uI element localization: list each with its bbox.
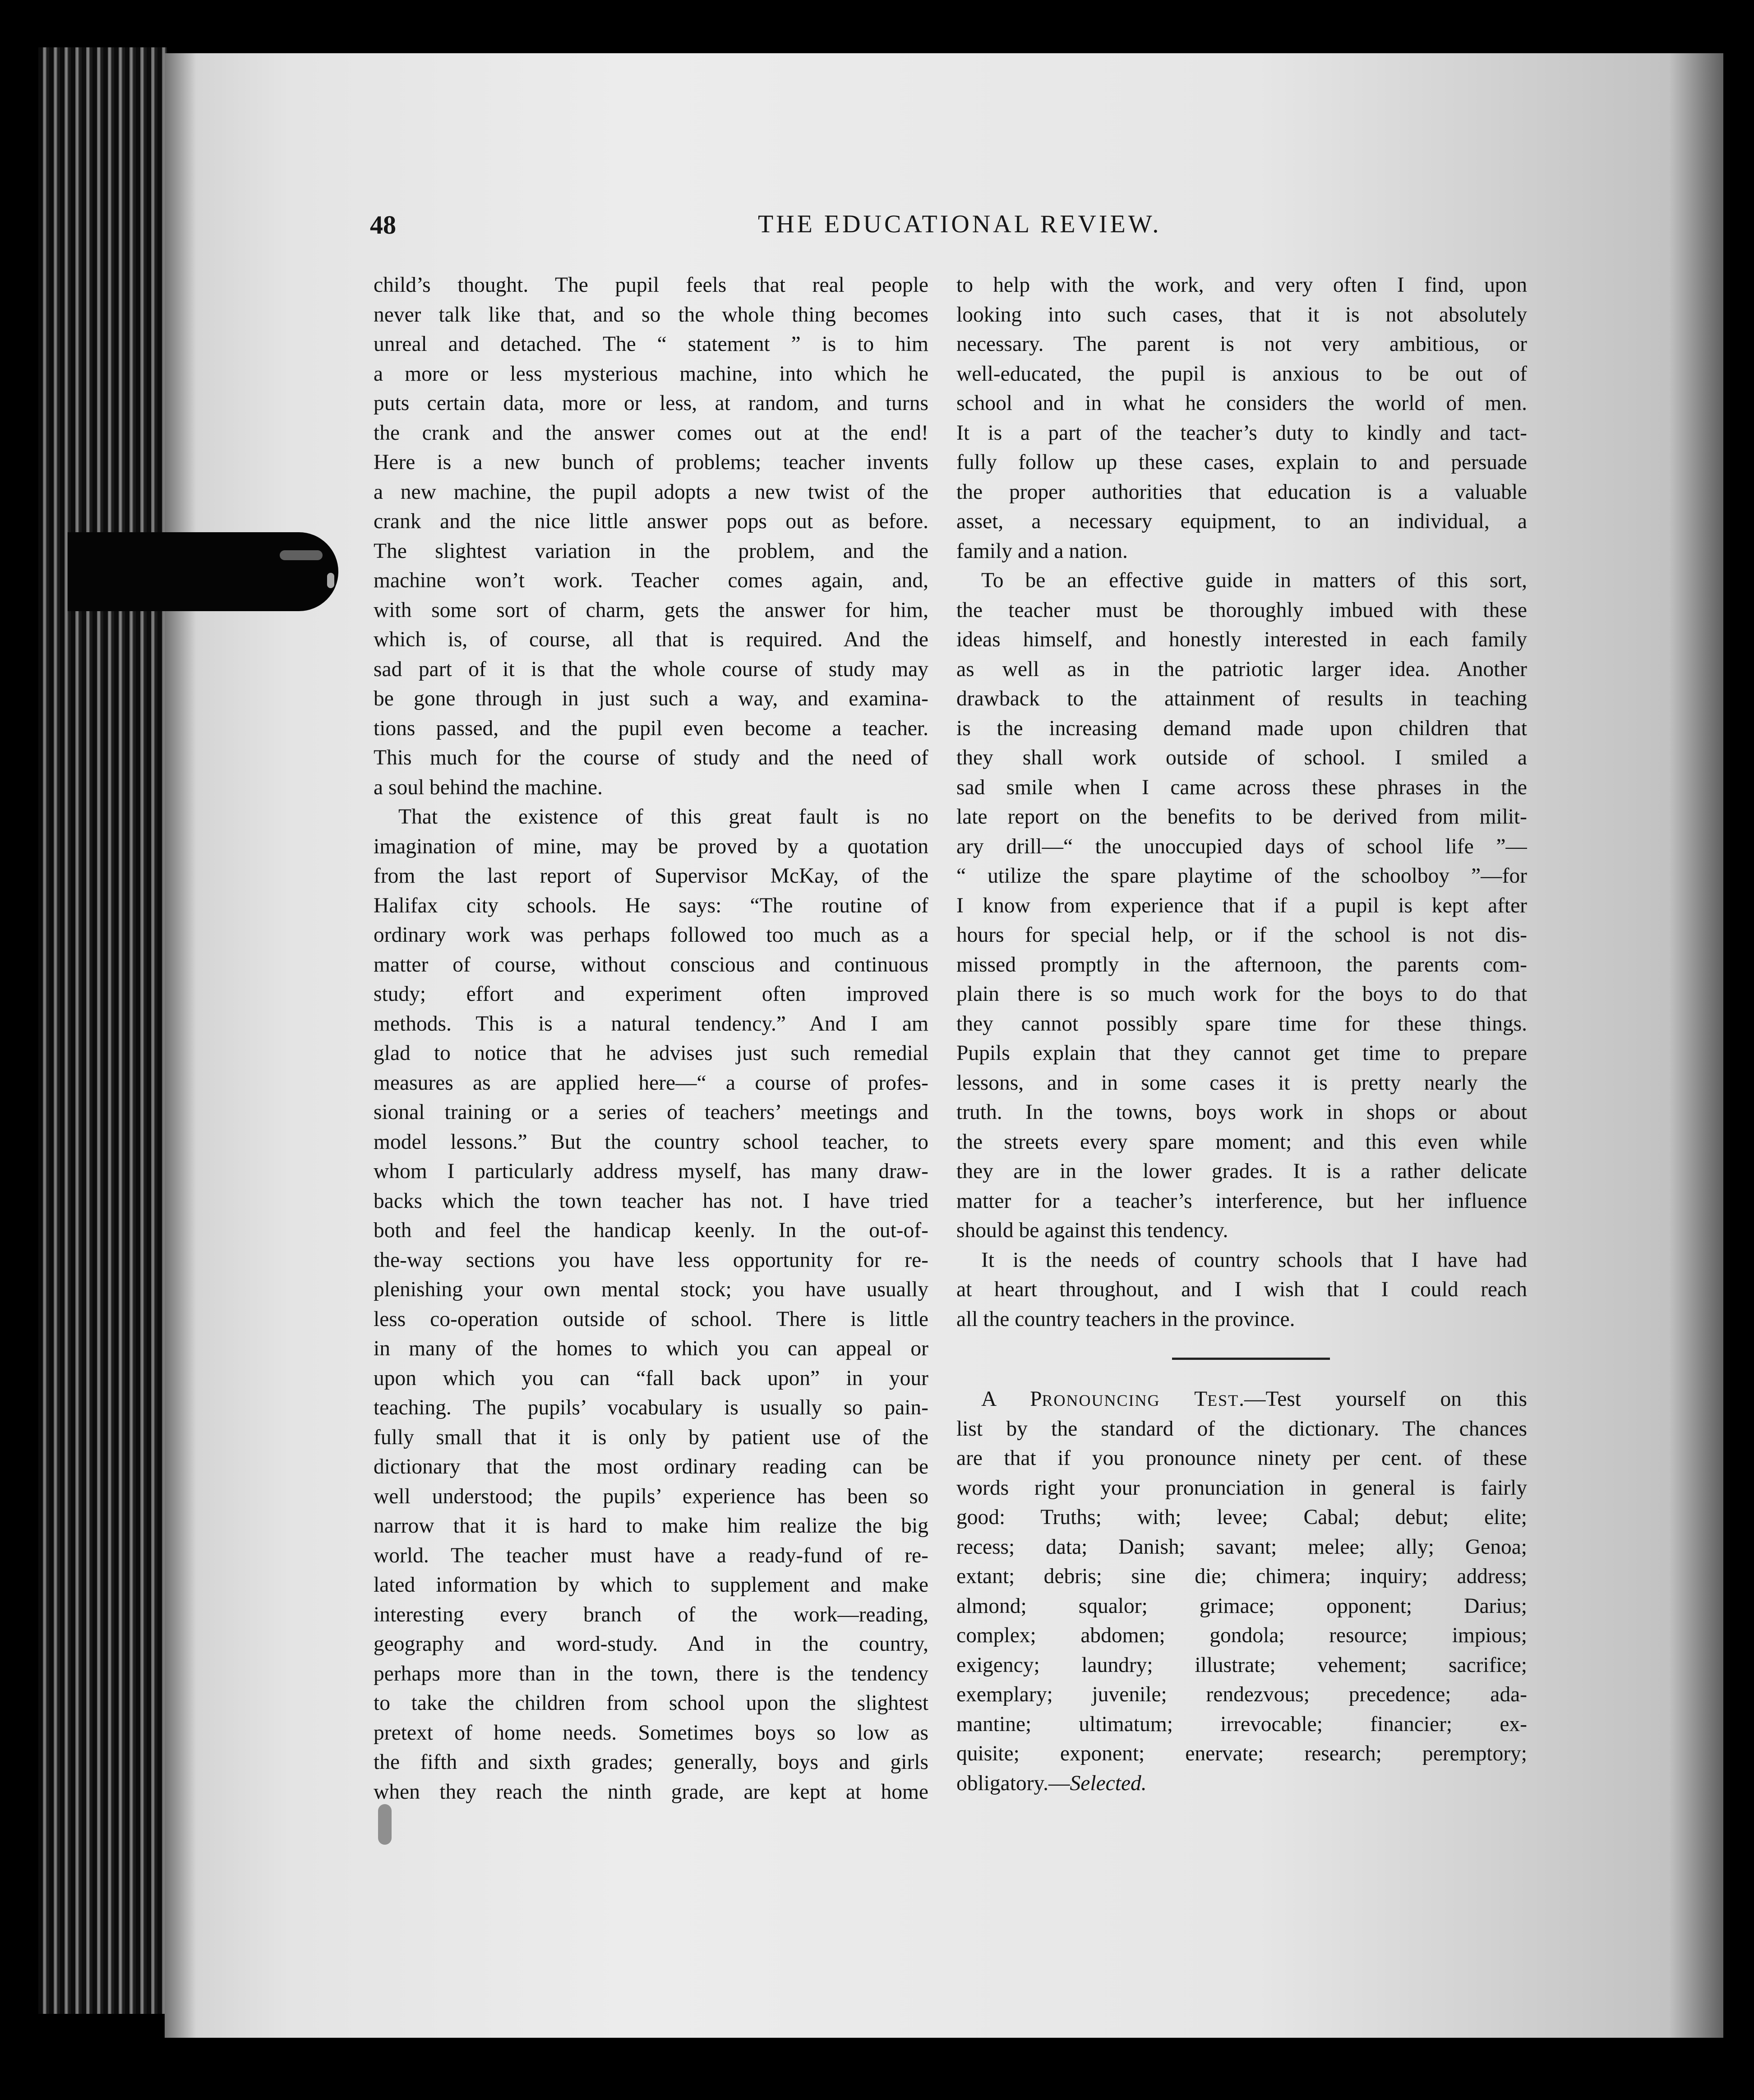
text-line: the-way sections you have less opportunity for re- [374,1248,928,1272]
pronouncing-test-last-line [956,1769,1527,1799]
clip-glint [327,573,334,588]
text-line: ary drill—“ the unoccupied days of school life ”— [956,834,1527,858]
text-line: be gone through in just such a way, and examina- [374,687,928,710]
text-line: fully follow up these cases, explain to and persuade [956,451,1527,474]
text-line: they are in the lower grades. It is a rather delicate [956,1160,1527,1183]
text-line: truth. In the towns, boys work in shops or about [956,1101,1527,1124]
text-line: measures as are applied here—“ a course of profes- [374,1071,928,1095]
text-line: recess; data; Danish; savant; melee; ally; Genoa; [956,1535,1527,1559]
text-line: hours for special help, or if the school is not dis- [956,923,1527,947]
heading-tail: .—Test yourself on this [1239,1387,1527,1411]
text-line: lessons, and in some cases it is pretty nearly the [956,1071,1527,1095]
text-line: drawback to the attainment of results in teaching [956,687,1527,710]
text-line: the crank and the answer comes out at the end! [374,421,928,445]
text-line: late report on the benefits to be derived from milit- [956,805,1527,829]
text-line: a soul behind the machine. [374,775,603,799]
text-line: good: Truths; with; levee; Cabal; debut; elite; [956,1506,1527,1529]
section-divider-rule [1172,1358,1330,1360]
text-line: school and in what he considers the world of men. [956,391,1527,415]
text-line: sad part of it is that the whole course of study may [374,657,928,681]
text-line: upon which you can “fall back upon” in your [374,1366,928,1390]
text-line: is the increasing demand made upon children that [956,716,1527,740]
text-line: imagination of mine, may be proved by a quotation [374,834,928,858]
text-line: I know from experience that if a pupil is kept after [956,893,1527,917]
text-line: the proper authorities that education is a valuable [956,480,1527,504]
text-line: both and feel the handicap keenly. In the out-of- [374,1219,928,1242]
text-line: ideas himself, and honestly interested in each family [956,628,1527,651]
text-line: interesting every branch of the work—reading, [374,1603,928,1626]
text-line: lated information by which to supplement and make [374,1573,928,1597]
text-line: exemplary; juvenile; rendezvous; precedence; ada- [956,1683,1527,1706]
heading-cap-t: T [1194,1387,1208,1411]
text-line: fully small that it is only by patient use of the [374,1425,928,1449]
text-line: dictionary that the most ordinary reading can be [374,1455,928,1478]
text-line: sad smile when I came across these phrases in the [956,775,1527,799]
running-head [370,210,1728,250]
book-page-edges [38,47,167,2014]
text-line: almond; squalor; grimace; opponent; Darius; [956,1594,1527,1618]
heading-cap-p: P [1030,1387,1042,1411]
text-line: family and a nation. [956,539,1128,563]
text-line: puts certain data, more or less, at random, and turns [374,391,928,415]
text-line: It is a part of the teacher’s duty to kindly and tact- [956,421,1527,445]
text-line: the fifth and sixth grades; generally, boys and girls [374,1750,928,1774]
heading-article: A [981,1387,996,1411]
text-line: exigency; laundry; illustrate; vehement; sacrifice; [956,1653,1527,1677]
text-line: machine won’t work. Teacher comes again, and, [374,569,928,592]
text-line: unreal and detached. The “ statement ” is to him [374,332,928,356]
text-line: when they reach the ninth grade, are kept at home [374,1780,928,1804]
text-line: matter of course, without conscious and continuous [374,953,928,976]
text-line: ordinary work was perhaps followed too much as a [374,923,928,947]
last-line-prefix: obligatory.— [956,1771,1070,1795]
text-line: This much for the course of study and the need of [374,746,928,769]
text-line: whom I particularly address myself, has many draw- [374,1160,928,1183]
pronouncing-test-section [956,1385,1527,1798]
text-line: in many of the homes to which you can appeal or [374,1337,928,1360]
text-line: the streets every spare moment; and this even while [956,1130,1527,1154]
text-line: To be an effective guide in matters of this sort, [981,569,1527,592]
text-line: child’s thought. The pupil feels that real people [374,273,928,297]
right-edge-shadow [1669,53,1723,2038]
text-line: which is, of course, all that is required. And the [374,628,928,651]
text-line: at heart throughout, and I wish that I could reach [956,1278,1527,1301]
text-line: mantine; ultimatum; irrevocable; financier; ex- [956,1712,1527,1736]
text-line: crank and the nice little answer pops out as before. [374,510,928,533]
text-line: complex; abdomen; gondola; resource; impious; [956,1624,1527,1647]
selected-attribution: Selected. [1070,1771,1147,1795]
text-line: tions passed, and the pupil even become a teacher. [374,716,928,740]
text-line: from the last report of Supervisor McKay, of the [374,864,928,888]
text-line: study; effort and experiment often improved [374,982,928,1006]
text-line: looking into such cases, that it is not absolutely [956,303,1527,327]
text-line: backs which the town teacher has not. I have tried [374,1189,928,1213]
text-line: Halifax city schools. He says: “The routine of [374,893,928,917]
ink-smudge [378,1804,392,1845]
text-line: That the existence of this great fault is no [398,805,928,829]
text-line: Pupils explain that they cannot get time to prepare [956,1041,1527,1065]
heading-small-caps-2: EST [1207,1391,1239,1409]
journal-title: THE EDUCATIONAL REVIEW. [758,210,1162,238]
text-line: matter for a teacher’s interference, but her influence [956,1189,1527,1213]
text-line: narrow that it is hard to make him realize the big [374,1514,928,1538]
text-line: sional training or a series of teachers’ meetings and [374,1101,928,1124]
gutter-shadow [165,53,196,2038]
pronouncing-test-heading-line [956,1385,1527,1414]
text-line: they shall work outside of school. I smiled a [956,746,1527,769]
text-line: glad to notice that he advises just such remedial [374,1041,928,1065]
text-line: necessary. The parent is not very ambitious, or [956,332,1527,356]
text-line: methods. This is a natural tendency.” And I am [374,1012,928,1036]
text-line: all the country teachers in the province. [956,1307,1295,1331]
text-line: list by the standard of the dictionary. The chances [956,1417,1527,1441]
text-line: It is the needs of country schools that I have had [981,1248,1527,1272]
text-line: to take the children from school upon the slightest [374,1691,928,1715]
text-line: geography and word-study. And in the country, [374,1632,928,1656]
text-line: The slightest variation in the problem, and the [374,539,928,563]
pronouncing-test-lines [956,1414,1527,1769]
text-line: the teacher must be thoroughly imbued with these [956,598,1527,622]
text-line: extant; debris; sine die; chimera; inquiry; address; [956,1565,1527,1588]
text-line: “ utilize the spare playtime of the schoolboy ”—for [956,864,1527,888]
text-line: missed promptly in the afternoon, the parents com- [956,953,1527,976]
text-line: perhaps more than in the town, there is the tendency [374,1662,928,1686]
text-line: teaching. The pupils’ vocabulary is usually so pain- [374,1396,928,1419]
text-line: are that if you pronounce ninety per cent. of these [956,1446,1527,1470]
text-line: pretext of home needs. Sometimes boys so low as [374,1721,928,1745]
clip-highlight [280,550,323,560]
text-line: a more or less mysterious machine, into which he [374,362,928,386]
text-line: should be against this tendency. [956,1219,1228,1242]
page-number: 48 [370,210,396,239]
text-line: words right your pronunciation in general is fairly [956,1476,1527,1500]
right-text-column [956,271,1527,1334]
text-line: world. The teacher must have a ready-fund of re- [374,1543,928,1567]
text-line: plain there is so much work for the boys to do that [956,982,1527,1006]
text-line: as well as in the patriotic larger idea. Another [956,657,1527,681]
text-line: with some sort of charm, gets the answer for him, [374,598,928,622]
text-line: they cannot possibly spare time for these things. [956,1012,1527,1036]
text-line: less co-operation outside of school. There is little [374,1307,928,1331]
left-text-column [374,271,928,1807]
text-line: model lessons.” But the country school teacher, to [374,1130,928,1154]
text-line: Here is a new bunch of problems; teacher invents [374,451,928,474]
text-line: to help with the work, and very often I find, upon [956,273,1527,297]
text-line: well-educated, the pupil is anxious to be out of [956,362,1527,386]
heading-small-caps: RONOUNCING [1042,1391,1160,1409]
text-line: a new machine, the pupil adopts a new twist of the [374,480,928,504]
text-line: plenishing your own mental stock; you have usually [374,1278,928,1301]
text-line: well understood; the pupils’ experience has been so [374,1484,928,1508]
text-line: asset, a necessary equipment, to an individual, a [956,510,1527,533]
text-line: quisite; exponent; enervate; research; peremptory; [956,1742,1527,1765]
page-clip-finger [68,532,338,611]
text-line: never talk like that, and so the whole thing becomes [374,303,928,327]
